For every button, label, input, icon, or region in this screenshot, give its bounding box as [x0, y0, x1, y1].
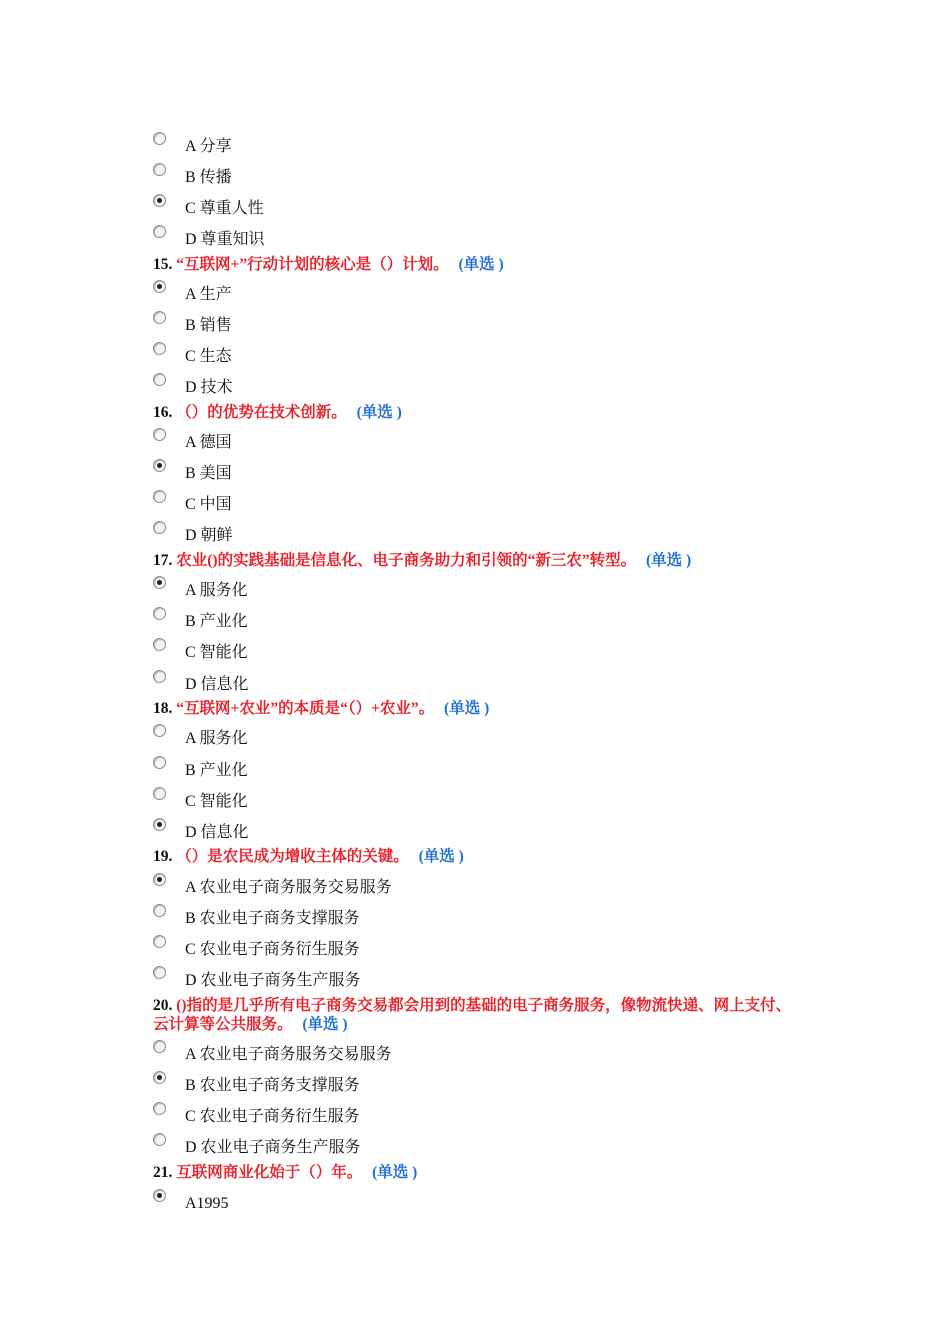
radio-button-selected[interactable] [153, 280, 166, 293]
radio-button[interactable] [153, 935, 166, 948]
option-label: D 技术 [185, 379, 233, 396]
option-label: B 产业化 [185, 613, 248, 630]
question-type: (单选 ) [356, 404, 402, 421]
option-label: B 农业电子商务支撑服务 [185, 910, 360, 927]
option-label: C 农业电子商务衍生服务 [185, 941, 360, 958]
radio-button[interactable] [153, 607, 166, 620]
radio-button[interactable] [153, 670, 166, 683]
option-label: C 农业电子商务衍生服务 [185, 1108, 360, 1125]
radio-button-selected[interactable] [153, 576, 166, 589]
option-label: D 农业电子商务生产服务 [185, 1139, 361, 1156]
question-number: 17. [153, 552, 173, 569]
radio-button[interactable] [153, 638, 166, 651]
option-label: A 分享 [185, 138, 232, 155]
question-text: 互联网商业化始于（）年。 [176, 1164, 363, 1181]
question-16 [153, 403, 803, 422]
radio-button[interactable] [153, 373, 166, 386]
radio-button[interactable] [153, 163, 166, 176]
radio-button-selected[interactable] [153, 194, 166, 207]
radio-button[interactable] [153, 1040, 166, 1053]
question-type: (单选 ) [645, 552, 692, 569]
radio-button[interactable] [153, 904, 166, 917]
question-15 [153, 255, 803, 274]
radio-button-selected[interactable] [153, 818, 166, 831]
option-label: A 农业电子商务服务交易服务 [185, 879, 392, 896]
option-label: A1995 [185, 1195, 229, 1212]
option-label: B 销售 [185, 317, 232, 334]
radio-button[interactable] [153, 225, 166, 238]
option-label: A 服务化 [185, 730, 248, 747]
radio-button[interactable] [153, 342, 166, 355]
question-type: (单选 ) [458, 256, 504, 273]
question-type: (单选 ) [302, 1016, 348, 1033]
option-label: C 智能化 [185, 793, 248, 810]
question-type: (单选 ) [418, 848, 464, 865]
question-type: (单选 ) [372, 1164, 418, 1181]
radio-button[interactable] [153, 132, 166, 145]
option-label: B 农业电子商务支撑服务 [185, 1077, 360, 1094]
option-label: C 生态 [185, 348, 232, 365]
radio-button[interactable] [153, 966, 166, 979]
radio-button[interactable] [153, 490, 166, 503]
question-text: （）的优势在技术创新。 [176, 404, 347, 421]
question-17 [153, 551, 803, 570]
question-type: (单选 ) [444, 700, 490, 717]
option-label: D 农业电子商务生产服务 [185, 972, 361, 989]
question-number: 20. [153, 997, 173, 1014]
question-text: 农业()的实践基础是信息化、电子商务助力和引领的“新三农”转型。 [176, 552, 637, 569]
option-label: B 传播 [185, 169, 232, 186]
option-label: C 尊重人性 [185, 200, 264, 217]
option-label: A 农业电子商务服务交易服务 [185, 1046, 392, 1063]
option-label: D 信息化 [185, 676, 249, 693]
radio-button-selected[interactable] [153, 1189, 166, 1202]
question-19 [153, 847, 803, 866]
radio-button[interactable] [153, 428, 166, 441]
question-text: ()指的是几乎所有电子商务交易都会用到的基础的电子商务服务，像物流快递、网上支付、云计算等公共服务。 [153, 997, 792, 1033]
question-20 [153, 996, 803, 1034]
option-label: D 朝鲜 [185, 527, 233, 544]
option-label: B 产业化 [185, 762, 248, 779]
option-label: C 中国 [185, 496, 232, 513]
question-18 [153, 699, 803, 718]
radio-button-selected[interactable] [153, 1071, 166, 1084]
option-label: A 德国 [185, 434, 232, 451]
radio-button[interactable] [153, 1133, 166, 1146]
radio-button[interactable] [153, 724, 166, 737]
radio-button[interactable] [153, 1102, 166, 1115]
question-number: 16. [153, 404, 173, 421]
question-text: “互联网+农业”的本质是“（）+农业”。 [176, 700, 435, 717]
radio-button[interactable] [153, 787, 166, 800]
radio-button-selected[interactable] [153, 873, 166, 886]
question-number: 18. [153, 700, 173, 717]
radio-button-selected[interactable] [153, 459, 166, 472]
radio-button[interactable] [153, 521, 166, 534]
option-label: D 尊重知识 [185, 231, 265, 248]
question-text: “互联网+”行动计划的核心是（）计划。 [176, 256, 449, 273]
question-number: 15. [153, 256, 173, 273]
option-label: A 服务化 [185, 582, 248, 599]
option-label: C 智能化 [185, 644, 248, 661]
question-number: 19. [153, 848, 173, 865]
question-21 [153, 1163, 803, 1182]
radio-button[interactable] [153, 311, 166, 324]
option-label: B 美国 [185, 465, 232, 482]
option-label: D 信息化 [185, 824, 249, 841]
question-text: （）是农民成为增收主体的关键。 [176, 848, 409, 865]
option-label: A 生产 [185, 286, 232, 303]
question-number: 21. [153, 1164, 173, 1181]
radio-button[interactable] [153, 756, 166, 769]
